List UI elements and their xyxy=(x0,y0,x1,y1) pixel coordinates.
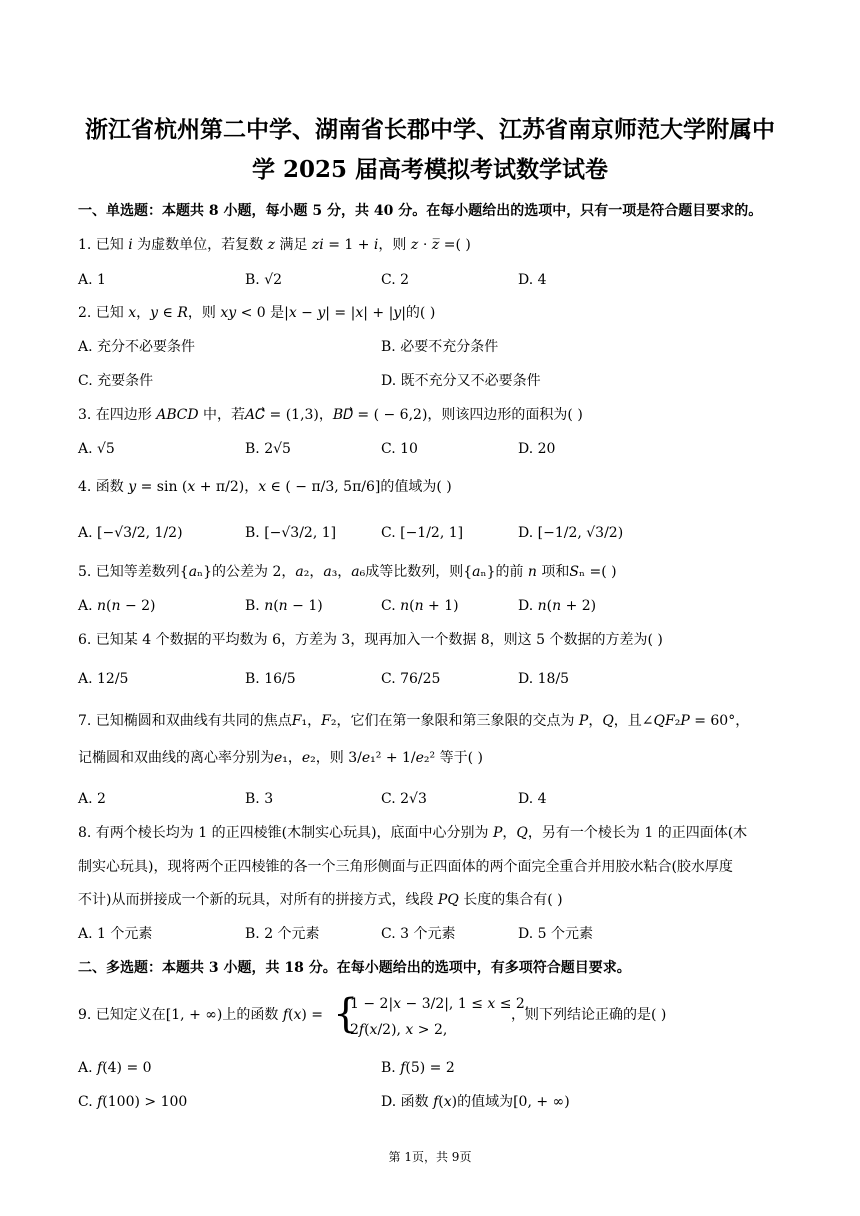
question-9-option-c: C. 𝑓(100) > 100 xyxy=(78,1094,188,1110)
question-5-option-a: A. 𝑛(𝑛 − 2) xyxy=(78,598,156,614)
question-3-stem: 3. 在四边形 𝐴𝐵𝐶𝐷 中，若𝐴𝐶⃗ = (1,3)，𝐵𝐷⃗ = ( − 6,2)，则该四边形的面积为( ) xyxy=(78,407,583,423)
question-9-case-2: 2𝑓(𝑥/2), 𝑥 > 2, xyxy=(350,1022,448,1038)
question-6-stem: 6. 已知某 4 个数据的平均数为 6，方差为 3，现再加入一个数据 8，则这 5 个数据的方差为( ) xyxy=(78,632,663,648)
question-4-option-a: A. [−√3/2, 1/2) xyxy=(78,525,183,541)
question-3-option-d: D. 20 xyxy=(518,441,556,457)
question-3-option-c: C. 10 xyxy=(381,441,418,457)
question-1-option-a: A. 1 xyxy=(78,272,106,288)
question-5-option-b: B. 𝑛(𝑛 − 1) xyxy=(245,598,323,614)
question-1-option-c: C. 2 xyxy=(381,272,410,288)
question-5-option-d: D. 𝑛(𝑛 + 2) xyxy=(518,598,597,614)
question-7-option-b: B. 3 xyxy=(245,791,274,807)
question-7-option-a: A. 2 xyxy=(78,791,106,807)
question-7-option-d: D. 4 xyxy=(518,791,547,807)
question-9-option-b: B. 𝑓(5) = 2 xyxy=(381,1060,455,1076)
question-1-stem: 1. 已知 𝑖 为虚数单位，若复数 𝑧 满足 𝑧𝑖 = 1 + 𝑖，则 𝑧 ⋅ 𝑧̅ =( ) xyxy=(78,237,471,253)
question-9-stem-suffix: ，则下列结论正确的是( ) xyxy=(511,1007,667,1023)
question-4-option-c: C. [−1/2, 1] xyxy=(381,525,464,541)
question-3-option-b: B. 2√5 xyxy=(245,441,291,457)
question-2-option-c: C. 充要条件 xyxy=(78,373,154,389)
exam-title-line-1: 浙江省杭州第二中学、湖南省长郡中学、江苏省南京师范大学附属中 xyxy=(85,116,775,143)
question-2-option-a: A. 充分不必要条件 xyxy=(78,339,196,355)
question-8-stem-line-2: 制实心玩具)，现将两个正四棱锥的各一个三角形侧面与正四面体的两个面完全重合并用胶水粘合(胶水厚度 xyxy=(78,859,733,875)
question-2-option-b: B. 必要不充分条件 xyxy=(381,339,499,355)
section-2-heading: 二、多选题：本题共 3 小题，共 18 分。在每小题给出的选项中，有多项符合题目要求。 xyxy=(78,960,631,976)
question-8-option-b: B. 2 个元素 xyxy=(245,926,320,942)
question-7-option-c: C. 2√3 xyxy=(381,791,427,807)
question-6-option-b: B. 16/5 xyxy=(245,671,296,687)
question-1-option-d: D. 4 xyxy=(518,272,547,288)
question-8-option-a: A. 1 个元素 xyxy=(78,926,153,942)
page-footer: 第 1页，共 9页 xyxy=(388,1150,472,1164)
piecewise-brace: { xyxy=(333,991,359,1037)
question-4-option-b: B. [−√3/2, 1] xyxy=(245,525,337,541)
question-8-option-d: D. 5 个元素 xyxy=(518,926,593,942)
question-5-stem: 5. 已知等差数列{𝑎ₙ}的公差为 2，𝑎₂，𝑎₃，𝑎₆成等比数列，则{𝑎ₙ}的前 𝑛 项和𝑆ₙ =( ) xyxy=(78,564,617,580)
question-6-option-a: A. 12/5 xyxy=(78,671,129,687)
question-8-stem-line-3: 不计)从而拼接成一个新的玩具，对所有的拼接方式，线段 𝑃𝑄 长度的集合有( ) xyxy=(78,892,563,908)
question-8-option-c: C. 3 个元素 xyxy=(381,926,456,942)
question-2-option-d: D. 既不充分又不必要条件 xyxy=(381,373,541,389)
question-9-option-a: A. 𝑓(4) = 0 xyxy=(78,1060,152,1076)
section-1-heading: 一、单选题：本题共 8 小题，每小题 5 分，共 40 分。在每小题给出的选项中，只有一项是符合题目要求的。 xyxy=(78,203,763,219)
question-7-stem-line-2: 记椭圆和双曲线的离心率分别为𝑒₁，𝑒₂，则 3/𝑒₁² + 1/𝑒₂² 等于( ) xyxy=(78,750,483,766)
question-9-stem-prefix: 9. 已知定义在[1, + ∞)上的函数 𝑓(𝑥) = xyxy=(78,1007,324,1023)
question-6-option-d: D. 18/5 xyxy=(518,671,570,687)
question-4-option-d: D. [−1/2, √3/2) xyxy=(518,525,624,541)
question-8-stem-line-1: 8. 有两个棱长均为 1 的正四棱锥(木制实心玩具)，底面中心分别为 𝑃，𝑄，另有一个棱长为 1 的正四面体(木 xyxy=(78,825,748,841)
question-9-option-d: D. 函数 𝑓(𝑥)的值域为[0, + ∞) xyxy=(381,1094,570,1110)
question-7-stem-line-1: 7. 已知椭圆和双曲线有共同的焦点𝐹₁，𝐹₂，它们在第一象限和第三象限的交点为 𝑃，𝑄，且∠𝑄𝐹₂𝑃 = 60°， xyxy=(78,713,750,729)
question-4-stem: 4. 函数 𝑦 = sin (𝑥 + π/2)，𝑥 ∈ ( − π/3, 5π/6]的值域为( ) xyxy=(78,479,452,495)
question-3-option-a: A. √5 xyxy=(78,441,115,457)
question-2-stem: 2. 已知 𝑥，𝑦 ∈ 𝑅，则 𝑥𝑦 < 0 是|𝑥 − 𝑦| = |𝑥| + |𝑦|的( ) xyxy=(78,305,436,321)
question-9-case-1: 1 − 2|𝑥 − 3/2|, 1 ≤ 𝑥 ≤ 2, xyxy=(350,996,530,1012)
question-6-option-c: C. 76/25 xyxy=(381,671,441,687)
question-1-option-b: B. √2 xyxy=(245,272,283,288)
exam-title-line-2: 学 2025 届高考模拟考试数学试卷 xyxy=(251,156,609,183)
question-5-option-c: C. 𝑛(𝑛 + 1) xyxy=(381,598,459,614)
